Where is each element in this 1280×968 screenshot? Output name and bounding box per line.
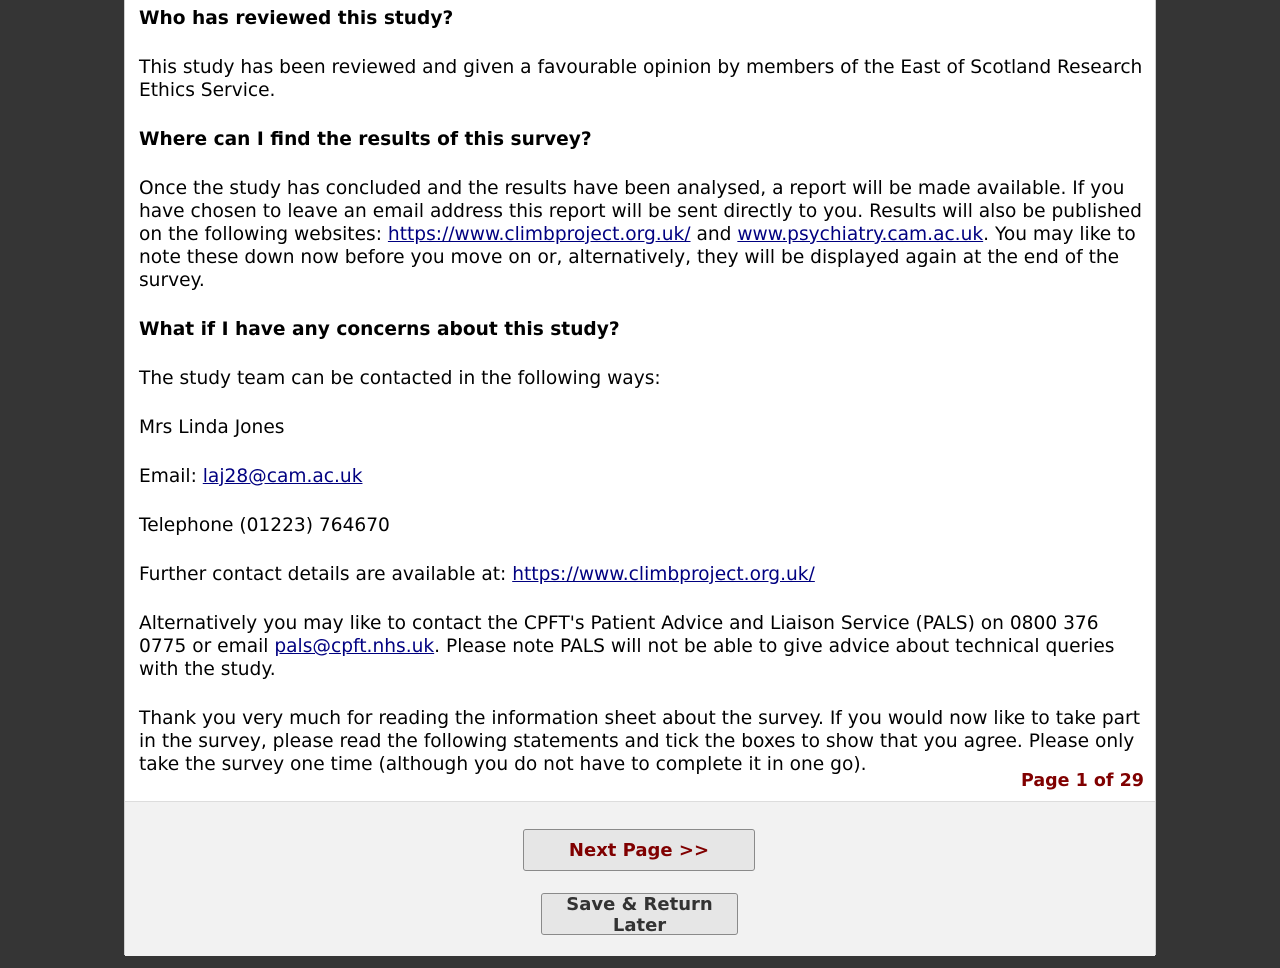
further-contact (139, 563, 1149, 586)
navigation-footer (125, 801, 1155, 956)
survey-page (124, 0, 1156, 955)
email-label: Email: (139, 466, 203, 487)
contact-name: Mrs Linda Jones (139, 417, 285, 438)
save-return-later-button[interactable]: Save & Return Later (541, 893, 738, 935)
results-text-part1: Once the study has concluded and the results have been analysed, a report will be made available. If you have chosen to leave an email address this report will be sent directly to you. Results will also be published on the following websites: (139, 178, 1142, 245)
pals-email-link[interactable]: pals@cpft.nhs.uk (274, 636, 435, 657)
page-indicator: Page 1 of 29 (1020, 771, 1144, 791)
reviewed-heading: Who has reviewed this study? (139, 8, 454, 29)
next-page-button[interactable]: Next Page >> (523, 829, 755, 871)
contact-telephone: Telephone (01223) 764670 (139, 515, 390, 536)
pals-text-part2: . Please note PALS will not be able to give advice about technical queries with the study. (139, 636, 1115, 680)
contact-email (139, 465, 1149, 488)
results-text-part2: . You may like to note these down now before you move on or, alternatively, they will be displayed again at the end of the survey. (139, 224, 1136, 291)
information-sheet (139, 7, 1149, 802)
concerns-intro: The study team can be contacted in the following ways: (139, 368, 661, 389)
thanks-text: Thank you very much for reading the information sheet about the survey. If you would now like to take part in the survey, please read the following statements and tick the boxes to show that you agree. Please only take the survey one time (although you do not have to complete it in one go). (139, 708, 1140, 775)
pals-text-part1: Alternatively you may like to contact the CPFT's Patient Advice and Liaison Service (PALS) on 0800 376 0775 or email (139, 613, 1099, 657)
reviewed-text: This study has been reviewed and given a favourable opinion by members of the East of Scotland Research Ethics Service. (139, 57, 1143, 101)
results-text-and: and (690, 224, 738, 245)
concerns-heading: What if I have any concerns about this study? (139, 319, 620, 340)
results-heading: Where can I find the results of this survey? (139, 129, 592, 150)
psychiatry-link[interactable]: www.psychiatry.cam.ac.uk (737, 224, 984, 245)
pals-text (139, 612, 1149, 681)
contact-email-link[interactable]: laj28@cam.ac.uk (202, 466, 363, 487)
results-text (139, 177, 1149, 292)
climb-project-link[interactable]: https://www.climbproject.org.uk/ (387, 224, 691, 245)
further-contact-label: Further contact details are available at: (139, 564, 513, 585)
further-contact-link[interactable]: https://www.climbproject.org.uk/ (512, 564, 815, 585)
